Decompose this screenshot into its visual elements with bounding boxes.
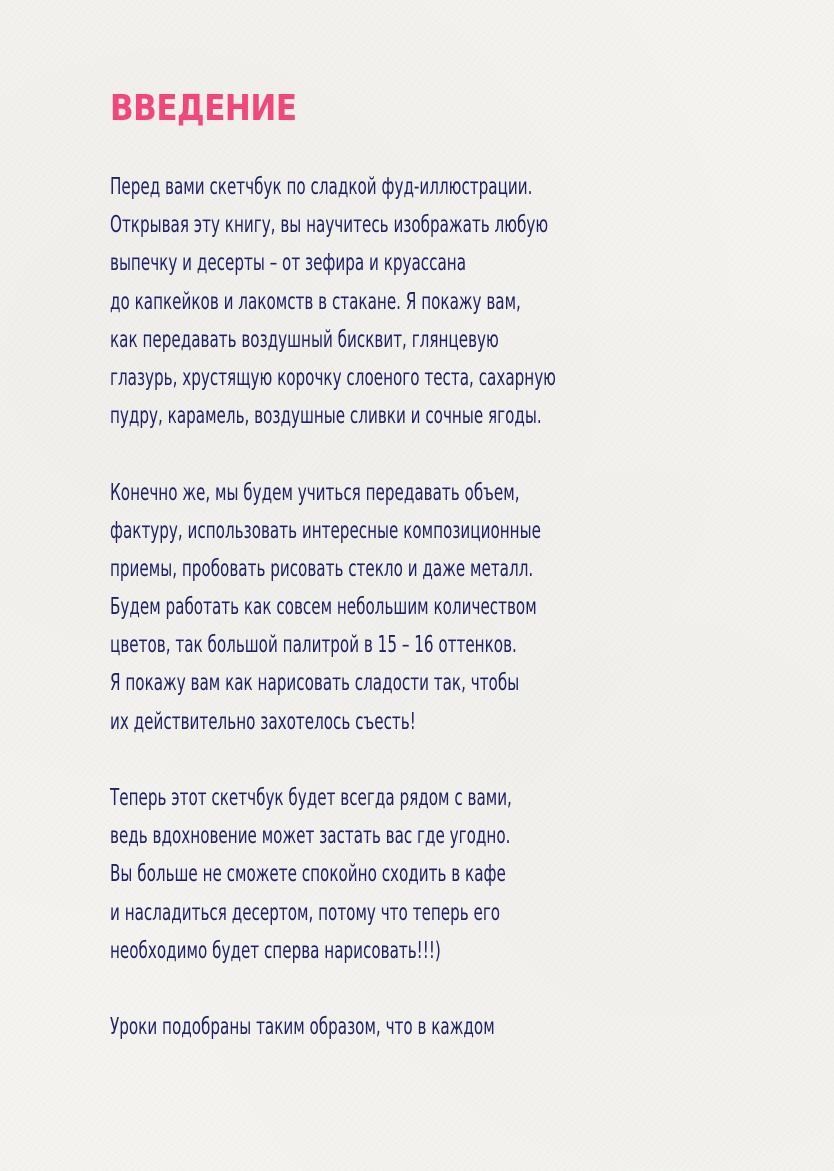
text-line: Я покажу вам как нарисовать сладости так, чтобы bbox=[110, 670, 520, 697]
text-line: Открывая эту книгу, вы научитесь изображать любую bbox=[110, 212, 549, 239]
text-line: Уроки подобраны таким образом, что в каждом bbox=[110, 1014, 495, 1041]
text-line: до капкейков и лакомств в стакане. Я покажу вам, bbox=[110, 288, 521, 315]
paragraph-1 bbox=[110, 168, 770, 435]
text-line: ведь вдохновение может застать вас где угодно. bbox=[110, 823, 511, 850]
text-line: их действительно захотелось съесть! bbox=[110, 708, 416, 735]
text-line: Перед вами скетчбук по сладкой фуд-иллюстрации. bbox=[110, 174, 533, 200]
paragraph-2 bbox=[110, 474, 770, 741]
text-line: Вы больше не сможете спокойно сходить в кафе bbox=[110, 861, 506, 888]
paragraph-gap bbox=[110, 741, 770, 779]
paragraph-4 bbox=[110, 1008, 770, 1046]
paragraph-3 bbox=[110, 779, 770, 970]
text-line: цветов, так большой палитрой в 15 – 16 оттенков. bbox=[110, 632, 517, 659]
text-line: приемы, пробовать рисовать стекло и даже металл. bbox=[110, 555, 534, 582]
paragraph-gap bbox=[110, 435, 770, 473]
text-line: Конечно же, мы будем учиться передавать объем, bbox=[110, 479, 520, 506]
intro-text bbox=[110, 168, 770, 1046]
page-title: ВВЕДЕНИЕ bbox=[110, 88, 297, 129]
text-line: фактуру, использовать интересные композиционные bbox=[110, 517, 541, 544]
text-line: пудру, карамель, воздушные сливки и сочные ягоды. bbox=[110, 403, 542, 430]
text-line: глазурь, хрустящую корочку слоеного теста, сахарную bbox=[110, 364, 556, 391]
text-line: необходимо будет сперва нарисовать!!!) bbox=[110, 937, 441, 964]
text-line: выпечку и десерты – от зефира и круассана bbox=[110, 250, 467, 277]
text-line: Будем работать как совсем небольшим количеством bbox=[110, 594, 537, 621]
text-line: Теперь этот скетчбук будет всегда рядом с вами, bbox=[110, 785, 512, 811]
paragraph-gap bbox=[110, 970, 770, 1008]
text-line: и насладиться десертом, потому что теперь его bbox=[110, 899, 501, 926]
text-line: как передавать воздушный бисквит, глянцевую bbox=[110, 326, 499, 353]
